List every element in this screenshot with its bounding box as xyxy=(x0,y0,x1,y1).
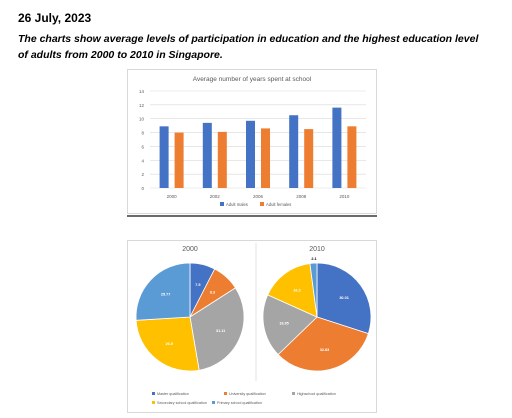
pie-legend-label: Primary school qualification xyxy=(217,401,262,405)
y-tick-label: 2 xyxy=(141,172,144,178)
bar-chart-title: Average number of years spent at school xyxy=(192,76,312,83)
pie-legend-swatch xyxy=(152,401,155,404)
bar-adult-males-2000 xyxy=(160,126,169,188)
bar-adult-females-2000 xyxy=(175,133,184,188)
x-tick-label: 2002 xyxy=(209,194,220,199)
pie-legend-swatch xyxy=(292,392,295,395)
pie-legend-label: Secondary school qualification xyxy=(157,401,207,405)
y-tick-label: 0 xyxy=(141,186,144,191)
pie-2010-title: 2010 xyxy=(309,246,325,253)
y-tick-label: 12 xyxy=(138,102,144,108)
pie-value-label: 30.01 xyxy=(339,295,349,300)
bar-adult-males-2002 xyxy=(203,123,212,188)
y-tick-label: 10 xyxy=(138,116,144,122)
bar-adult-females-2002 xyxy=(218,132,227,188)
pie-value-label: 18.95 xyxy=(279,321,289,326)
pie-value-label: 8.3 xyxy=(209,290,216,295)
x-tick-label: 2008 xyxy=(296,194,307,199)
pie-2000-title: 2000 xyxy=(182,246,198,253)
pie-value-label: 26.5 xyxy=(165,341,173,346)
bar-adult-females-2010 xyxy=(347,126,356,188)
bar-adult-males-2008 xyxy=(289,115,298,188)
y-tick-label: 14 xyxy=(138,89,144,94)
x-tick-label: 2006 xyxy=(252,194,264,199)
bar-chart-panel xyxy=(127,69,377,214)
pie-legend-swatch xyxy=(152,392,155,395)
pie-charts xyxy=(128,241,376,412)
pie-legend-label: University qualification xyxy=(229,392,266,396)
legend-swatch xyxy=(220,202,224,206)
y-tick-label: 4 xyxy=(141,158,144,164)
legend-swatch xyxy=(260,202,264,206)
pie-value-label: 31.11 xyxy=(215,329,226,334)
document-description: The charts show average levels of participation in education and the highest education level of adults from 2000 to 2010 in Singapore. xyxy=(18,33,479,61)
pie-legend-swatch xyxy=(212,401,215,404)
separator-line xyxy=(127,215,377,217)
x-tick-label: 2000 xyxy=(166,194,177,199)
document-date: 26 July, 2023 xyxy=(18,11,92,25)
legend-label: Adult females xyxy=(266,202,292,207)
pie-legend-label: Master qualification xyxy=(157,392,189,396)
bar-adult-females-2006 xyxy=(261,128,270,188)
x-tick-label: 2010 xyxy=(339,194,350,199)
pie-legend-swatch xyxy=(224,392,227,395)
pie-value-label: 7.5 xyxy=(195,282,201,287)
y-tick-label: 8 xyxy=(141,130,144,136)
pie-value-label: 2.1 xyxy=(311,257,317,261)
y-tick-label: 6 xyxy=(141,144,144,150)
bar-chart xyxy=(128,70,376,213)
pie-legend-label: Highschool qualification xyxy=(297,392,336,396)
legend-label: Adult males xyxy=(226,202,248,207)
bar-adult-females-2008 xyxy=(304,129,313,188)
bar-adult-males-2006 xyxy=(246,121,255,188)
pie-chart-panel xyxy=(127,240,377,413)
pie-value-label: 25.77 xyxy=(160,292,171,297)
bar-adult-males-2010 xyxy=(332,108,341,188)
pie-value-label: 32.83 xyxy=(319,348,330,353)
pie-value-label: 16.2 xyxy=(293,288,301,293)
